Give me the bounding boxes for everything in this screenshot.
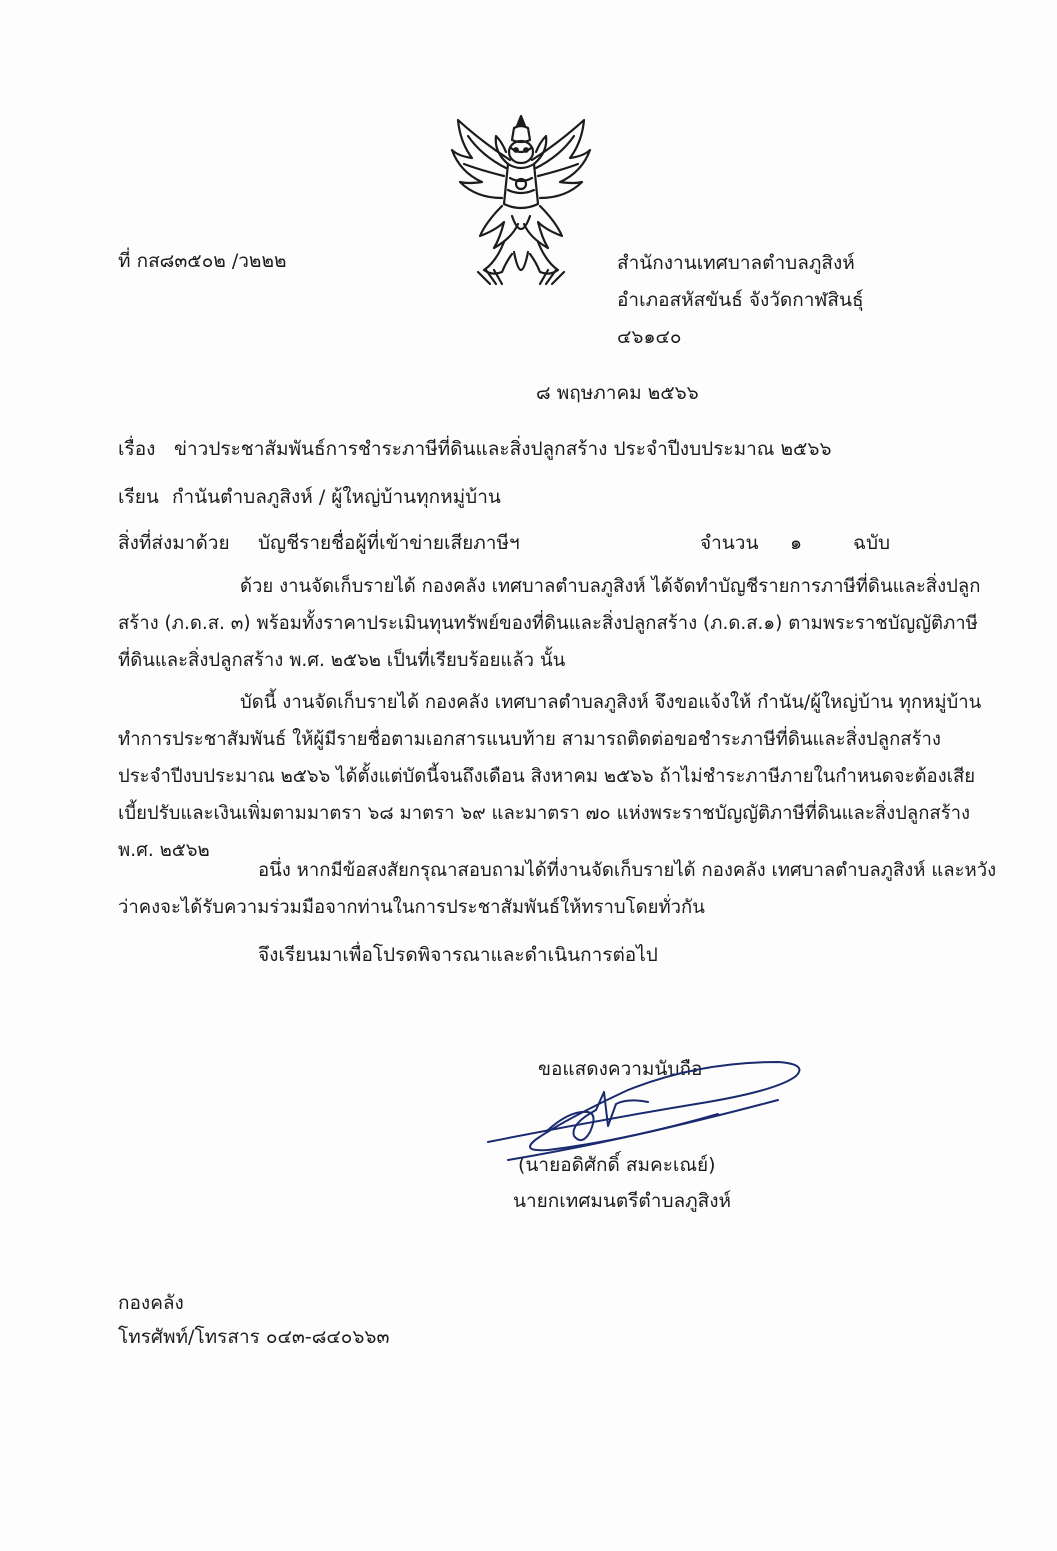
paragraph-line: ด้วย งานจัดเก็บรายได้ กองคลัง เทศบาลตำบลภูสิงห์ ได้จัดทำบัญชีรายการภาษีที่ดินและสิ่งปลูก (240, 576, 981, 597)
subject-label: เรื่อง (118, 438, 156, 460)
signatory-name: (นายอดิศักดิ์ สมคะเณย์) (518, 1154, 716, 1176)
body-paragraph-1 (118, 568, 980, 679)
footer-department: กองคลัง (118, 1292, 184, 1314)
regards-text: ขอแสดงความนับถือ (538, 1058, 703, 1080)
postal-code: ๔๖๑๔๐ (617, 326, 682, 348)
handwritten-signature (478, 1040, 818, 1170)
signatory-position: นายกเทศมนตรีตำบลภูสิงห์ (513, 1190, 732, 1212)
recipient-label: เรียน (118, 486, 159, 508)
body-paragraph-2 (118, 684, 981, 869)
enclosure-text: บัญชีรายชื่อผู้ที่เข้าข่ายเสียภาษีฯ (258, 532, 520, 554)
paragraph-line: ทำการประชาสัมพันธ์ ให้ผู้มีรายชื่อตามเอกสารแนบท้าย สามารถติดต่อขอชำระภาษีที่ดินและสิ่งปลูกสร้าง (118, 729, 941, 750)
closing-sentence: จึงเรียนมาเพื่อโปรดพิจารณาและดำเนินการต่อไป (258, 944, 658, 966)
paragraph-line: ที่ดินและสิ่งปลูกสร้าง พ.ศ. ๒๕๖๒ เป็นที่เรียบร้อยแล้ว นั้น (118, 650, 566, 671)
enclosure-label: สิ่งที่ส่งมาด้วย (118, 532, 230, 554)
paragraph-line: บัดนี้ งานจัดเก็บรายได้ กองคลัง เทศบาลตำบลภูสิงห์ จึงขอแจ้งให้ กำนัน/ผู้ใหญ่บ้าน ทุกหมู่บ้าน (240, 692, 982, 713)
subject-text: ข่าวประชาสัมพันธ์การชำระภาษีที่ดินและสิ่งปลูกสร้าง ประจำปีงบประมาณ ๒๕๖๖ (174, 438, 832, 460)
enclosure-unit: ฉบับ (853, 532, 891, 554)
letter-date: ๘ พฤษภาคม ๒๕๖๖ (536, 382, 699, 404)
paragraph-line: พ.ศ. ๒๕๖๒ (118, 840, 210, 861)
enclosure-qty: ๑ (790, 532, 803, 554)
recipient-text: กำนันตำบลภูสิงห์ / ผู้ใหญ่บ้านทุกหมู่บ้าน (172, 486, 501, 508)
paragraph-line: อนึ่ง หากมีข้อสงสัยกรุณาสอบถามได้ที่งานจัดเก็บรายได้ กองคลัง เทศบาลตำบลภูสิงห์ และหวัง (258, 860, 997, 881)
paragraph-line: สร้าง (ภ.ด.ส. ๓) พร้อมทั้งราคาประเมินทุนทรัพย์ของที่ดินและสิ่งปลูกสร้าง (ภ.ด.ส.๑) ตามพระราชบัญญัติภาษี (118, 613, 978, 634)
office-address: อำเภอสหัสขันธ์ จังวัดกาฬสินธุ์ (617, 289, 864, 311)
paragraph-line: ว่าคงจะได้รับความร่วมมือจากท่านในการประชาสัมพันธ์ให้ทราบโดยทั่วกัน (118, 897, 705, 918)
office-name: สำนักงานเทศบาลตำบลภูสิงห์ (617, 252, 855, 274)
garuda-emblem-icon (446, 112, 596, 290)
body-paragraph-3 (118, 852, 996, 926)
paragraph-line: ประจำปีงบประมาณ ๒๕๖๖ ได้ตั้งแต่บัดนี้จนถึงเดือน สิงหาคม ๒๕๖๖ ถ้าไม่ชำระภาษีภายในกำหนดจะต้องเสีย (118, 766, 976, 787)
paragraph-line: เบี้ยปรับและเงินเพิ่มตามมาตรา ๖๘ มาตรา ๖๙ และมาตรา ๗๐ แห่งพระราชบัญญัติภาษีที่ดินและสิ่งปลูกสร้าง (118, 803, 971, 824)
enclosure-qty-label: จำนวน (700, 532, 759, 554)
footer-contact: โทรศัพท์/โทรสาร ๐๔๓-๘๔๐๖๖๓ (118, 1326, 390, 1348)
reference-number: ที่ กส๘๓๕๐๒ /ว๒๒๒ (118, 250, 287, 272)
